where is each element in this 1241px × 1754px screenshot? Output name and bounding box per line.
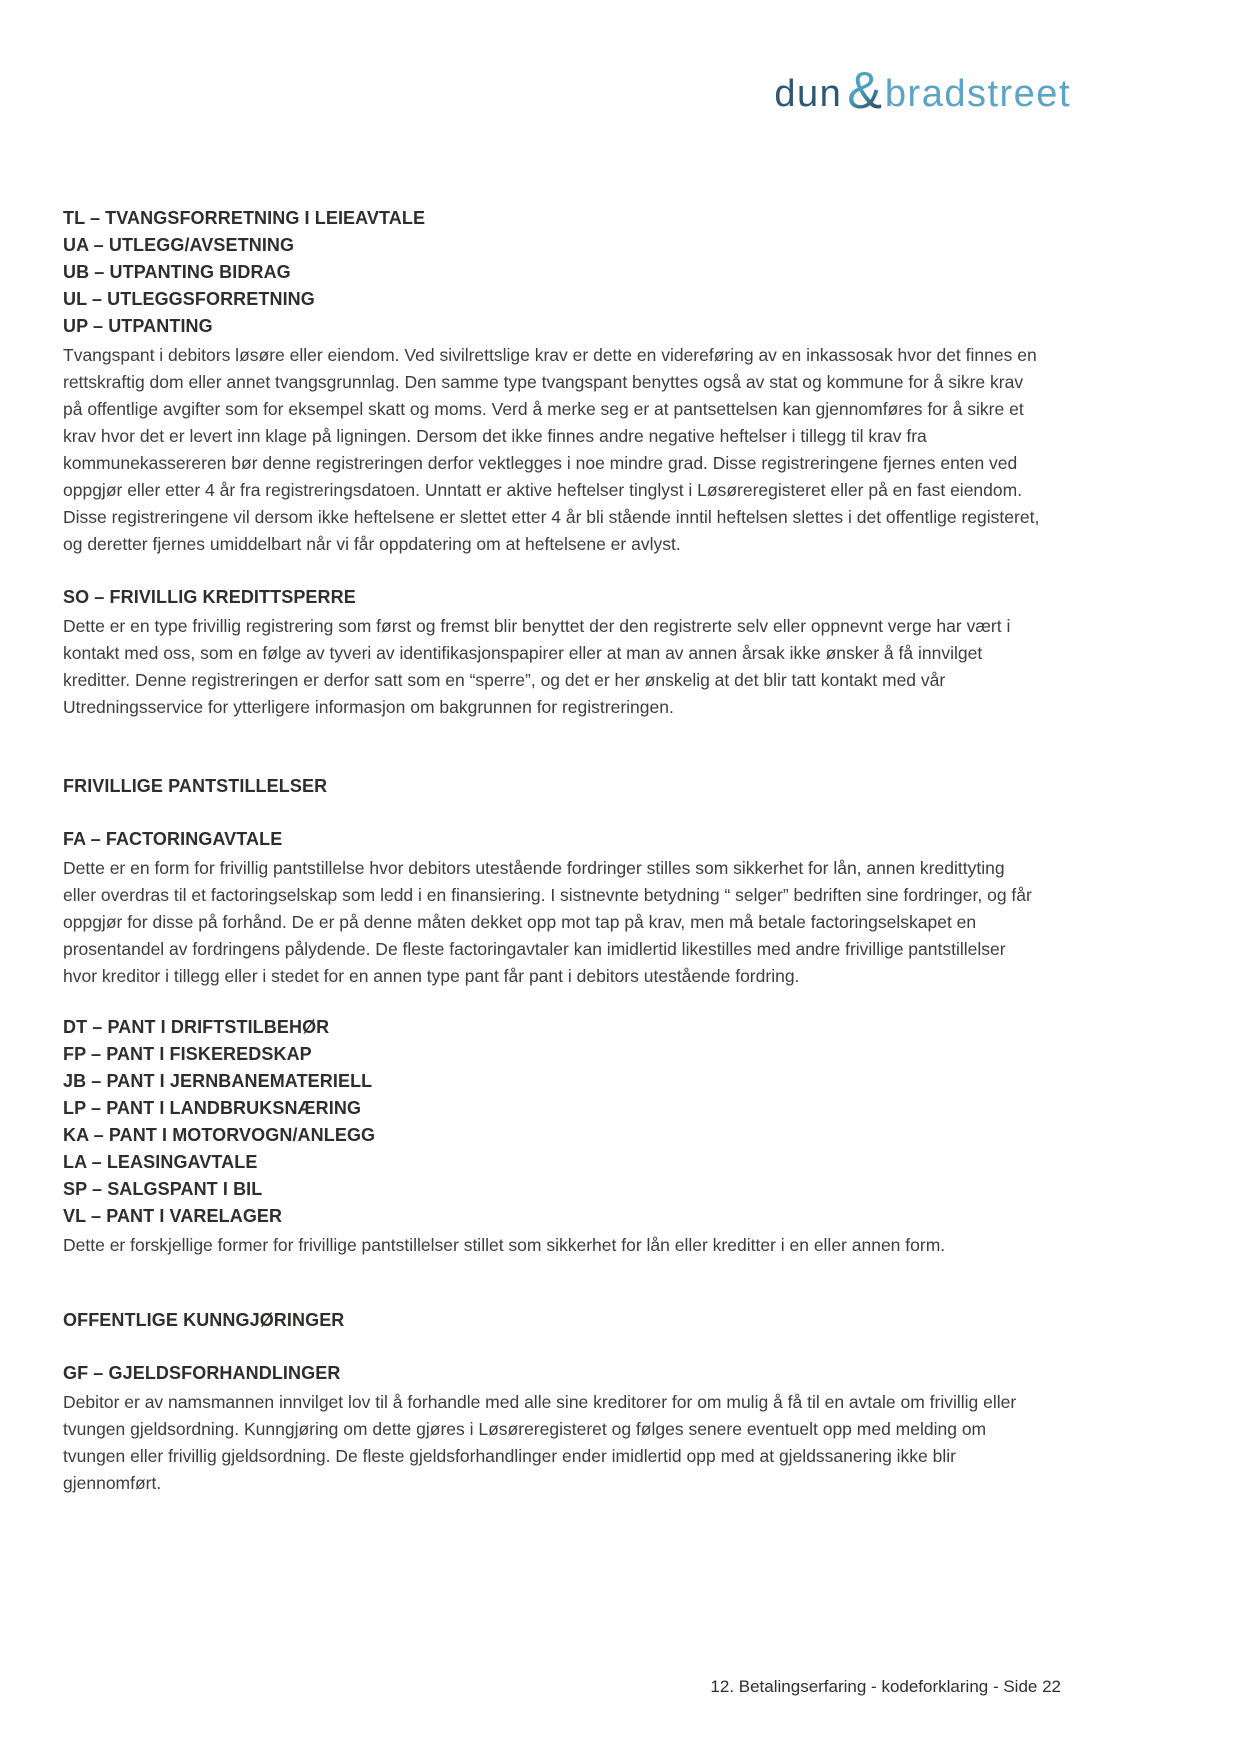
code-heading-la: LA – LEASINGAVTALE: [63, 1152, 258, 1172]
page-footer: 12. Betalingserfaring - kodeforklaring - Side 22: [710, 1677, 1061, 1696]
code-heading-jb: JB – PANT I JERNBANEMATERIELL: [63, 1071, 373, 1091]
logo-text-dun: dun: [774, 73, 843, 115]
code-heading-lp: LP – PANT I LANDBRUKSNÆRING: [63, 1098, 362, 1118]
code-heading-ul: UL – UTLEGGSFORRETNING: [63, 289, 315, 309]
code-heading-ua: UA – UTLEGG/AVSETNING: [63, 235, 295, 255]
logo-text-bradstreet: bradstreet: [884, 73, 1071, 115]
paragraph-kredittsperre: Dette er en type frivillig registrering som først og fremst blir benyttet der den registrerte selv eller oppnevnt verge har vært i kontakt med oss, som en følge av tyveri av identifikasjonspapirer eller at man av annen årsak ikke ønsker å få innvilget kreditter. Denne registreringen er derfor satt som en “sperre”, og det er her ønskelig at det blir tatt kontakt med vår Utredningsservice for ytterligere informasjon om bakgrunnen for registreringen.: [63, 616, 1011, 717]
code-heading-ub: UB – UTPANTING BIDRAG: [63, 262, 291, 282]
code-list-pantstillelser: [63, 1014, 1041, 1230]
document-content: [63, 205, 1041, 1497]
code-heading-up: UP – UTPANTING: [63, 316, 213, 336]
code-list-tvangsforretninger: [63, 205, 1041, 340]
section-title-frivillige-pantstillelser: FRIVILLIGE PANTSTILLELSER: [63, 776, 328, 796]
code-heading-so: SO – FRIVILLIG KREDITTSPERRE: [63, 587, 356, 607]
code-heading-ka: KA – PANT I MOTORVOGN/ANLEGG: [63, 1125, 376, 1145]
paragraph-pantstillelser: Dette er forskjellige former for frivillige pantstillelser stillet som sikkerhet for lån eller kreditter i en eller annen form.: [63, 1235, 946, 1255]
paragraph-factoringavtale: Dette er en form for frivillig pantstillelse hvor debitors utestående fordringer stilles som sikkerhet for lån, annen kredittyting eller overdras til et factoringselskap som ledd i en finansiering. I sistnevnte betydning “ selger” bedriften sine fordringer, og får oppgjør for disse på forhånd. De er på denne måten dekket opp mot tap på krav, men må betale factoringselskapet en prosentandel av fordringens pålydende. De fleste factoringavtaler kan imidlertid likestilles med andre frivillige pantstillelser hvor kreditor i tillegg eller i stedet for en annen type pant får pant i debitors utestående fordring.: [63, 858, 1032, 986]
code-heading-tl: TL – TVANGSFORRETNING I LEIEAVTALE: [63, 208, 426, 228]
dun-bradstreet-logo: [774, 62, 1071, 120]
code-heading-vl: VL – PANT I VARELAGER: [63, 1206, 283, 1226]
code-heading-sp: SP – SALGSPANT I BIL: [63, 1179, 263, 1199]
paragraph-tvangspant: Tvangspant i debitors løsøre eller eiendom. Ved sivilrettslige krav er dette en videreføring av en inkassosak hvor det finnes en rettskraftig dom eller annet tvangsgrunnlag. Den samme type tvangspant benyttes også av stat og kommune for å sikre krav på offentlige avgifter som for eksempel skatt og moms. Verd å merke seg er at pantsettelsen kan gjennomføres for å sikre et krav hvor det er levert inn klage på ligningen. Dersom det ikke finnes andre negative heftelser i tillegg til krav fra kommunekassereren bør denne registreringen derfor vektlegges i noe mindre grad. Disse registreringene fjernes enten ved oppgjør eller etter 4 år fra registreringsdatoen. Unntatt er aktive heftelser tinglyst i Løsøreregisteret eller på en fast eiendom. Disse registreringene vil dersom ikke heftelsene er slettet etter 4 år bli stående inntil heftelsen slettes i det offentlige registeret, og deretter fjernes umiddelbart når vi får oppdatering om at heftelsene er avlyst.: [63, 345, 1040, 554]
code-heading-fa: FA – FACTORINGAVTALE: [63, 829, 283, 849]
section-title-offentlige-kunngjoringer: OFFENTLIGE KUNNGJØRINGER: [63, 1310, 345, 1330]
logo-ampersand-icon: &: [847, 62, 882, 120]
paragraph-gjeldsforhandlinger: Debitor er av namsmannen innvilget lov til å forhandle med alle sine kreditorer for om mulig å få til en avtale om frivillig eller tvungen gjeldsordning. Kunngjøring om dette gjøres i Løsøreregisteret og følges senere eventuelt opp med melding om tvungen eller frivillig gjeldsordning. De fleste gjeldsforhandlinger ender imidlertid opp med at gjeldssanering ikke blir gjennomført.: [63, 1392, 1017, 1493]
code-heading-fp: FP – PANT I FISKEREDSKAP: [63, 1044, 312, 1064]
code-heading-gf: GF – GJELDSFORHANDLINGER: [63, 1363, 341, 1383]
code-heading-dt: DT – PANT I DRIFTSTILBEHØR: [63, 1017, 330, 1037]
